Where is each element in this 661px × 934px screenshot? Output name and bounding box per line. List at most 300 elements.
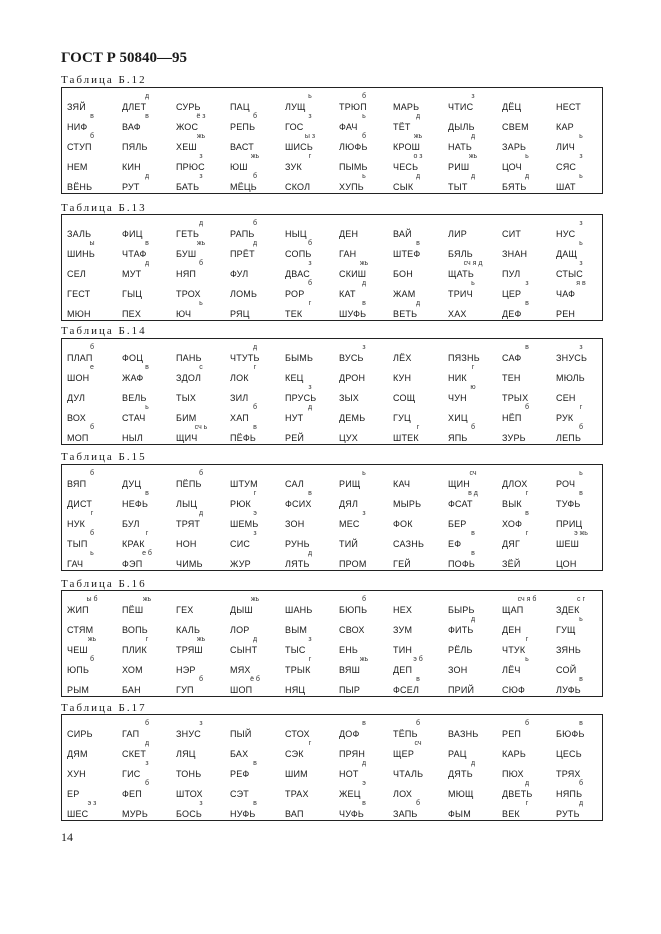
word-text: ЗЯНЬ — [556, 645, 582, 655]
phonetic-mark: д — [415, 173, 421, 180]
word-cell — [230, 424, 290, 444]
phonetic-mark: в — [525, 300, 529, 307]
word-cell — [556, 344, 616, 364]
word-text: ВЯШ — [339, 665, 361, 675]
word-cell — [502, 240, 562, 260]
word-cell — [502, 404, 562, 424]
word-cell — [285, 260, 345, 280]
phonetic-mark: д — [144, 173, 150, 180]
word-cell — [448, 530, 508, 550]
word-cell — [122, 133, 182, 153]
word-text: НАТЬ — [448, 142, 473, 152]
phonetic-mark: ё б — [250, 676, 260, 683]
word-cell — [67, 490, 127, 510]
word-cell — [448, 240, 508, 260]
word-cell — [556, 530, 616, 550]
word-cell — [502, 800, 562, 820]
phonetic-mark: з — [362, 344, 366, 351]
word-text: МЫРЬ — [393, 499, 422, 509]
phonetic-mark: б — [361, 133, 366, 140]
word-text: ШТУМ — [230, 479, 258, 489]
word-text: НУК — [67, 519, 86, 529]
word-text: ПРУСЬ — [285, 393, 317, 403]
word-text: ДВАС — [285, 269, 310, 279]
phonetic-mark: б — [89, 424, 94, 431]
word-text: РАПЬ — [230, 229, 255, 239]
word-cell — [176, 550, 236, 570]
phonetic-mark: сч — [414, 740, 422, 747]
phonetic-mark: ь — [579, 616, 583, 623]
word-text: ЛЮФЬ — [339, 142, 368, 152]
word-cell — [393, 616, 453, 636]
phonetic-mark: з — [579, 153, 583, 160]
word-text: ТОНЬ — [176, 769, 202, 779]
word-text: МОП — [67, 433, 89, 443]
word-cell — [176, 780, 236, 800]
word-cell — [339, 510, 399, 530]
word-text: КАРЬ — [502, 749, 526, 759]
table-row — [62, 280, 602, 300]
word-cell — [502, 510, 562, 530]
word-cell — [176, 596, 236, 616]
word-text: СТОХ — [285, 729, 310, 739]
word-text: ТЫП — [67, 539, 88, 549]
phonetic-mark: э — [253, 510, 257, 517]
word-cell — [448, 780, 508, 800]
phonetic-mark: з — [199, 173, 203, 180]
word-text: КАЛЬ — [176, 625, 201, 635]
word-text: ДЫШ — [230, 605, 253, 615]
word-text: ХОФ — [502, 519, 523, 529]
word-cell — [339, 344, 399, 364]
word-text: СКЕТ — [122, 749, 147, 759]
word-cell — [67, 260, 127, 280]
word-text: ЛОМЬ — [230, 289, 258, 299]
word-text: ХУН — [67, 769, 86, 779]
word-cell — [502, 656, 562, 676]
table-row — [62, 424, 602, 444]
table-row — [62, 173, 602, 193]
table-row — [62, 676, 602, 696]
word-text: МАРЬ — [393, 102, 420, 112]
word-text: НУФЬ — [230, 809, 256, 819]
word-cell — [393, 800, 453, 820]
word-cell — [176, 800, 236, 820]
word-cell — [285, 240, 345, 260]
word-cell — [393, 780, 453, 800]
phonetic-mark: з — [145, 760, 149, 767]
word-cell — [448, 720, 508, 740]
word-text: ПЫМЬ — [339, 162, 368, 172]
word-text: ВЁНЬ — [67, 182, 93, 192]
table-row — [62, 404, 602, 424]
word-text: НУС — [556, 229, 576, 239]
word-cell — [502, 280, 562, 300]
word-cell — [67, 720, 127, 740]
word-table — [61, 590, 603, 697]
word-cell — [285, 676, 345, 696]
phonetic-mark: сч — [469, 470, 477, 477]
word-text: ТРЫХ — [502, 393, 529, 403]
word-cell — [67, 616, 127, 636]
word-cell — [393, 470, 453, 490]
table-caption: Таблица Б.15 — [61, 451, 147, 463]
phonetic-mark: д — [415, 113, 421, 120]
word-cell — [176, 490, 236, 510]
word-text: ЦУХ — [339, 433, 358, 443]
phonetic-mark: жь — [359, 260, 369, 267]
word-cell — [122, 676, 182, 696]
word-text: ЖАФ — [122, 373, 144, 383]
phonetic-mark: в — [253, 760, 257, 767]
phonetic-mark: ь — [579, 240, 583, 247]
word-cell — [339, 800, 399, 820]
word-text: ЛОХ — [393, 789, 413, 799]
word-text: БЮПЬ — [339, 605, 368, 615]
word-cell — [67, 780, 127, 800]
word-cell — [502, 344, 562, 364]
word-cell — [67, 530, 127, 550]
word-text: ЛЯТЬ — [285, 559, 310, 569]
word-text: ЛИР — [448, 229, 467, 239]
word-cell — [556, 240, 616, 260]
word-cell — [393, 490, 453, 510]
phonetic-mark: б — [307, 280, 312, 287]
word-text: ХУПЬ — [339, 182, 364, 192]
word-text: ГЕСТ — [67, 289, 91, 299]
word-text: ФИЦ — [122, 229, 143, 239]
word-text: НЕФЬ — [122, 499, 149, 509]
word-cell — [67, 300, 127, 320]
phonetic-mark: г — [308, 740, 312, 747]
word-text: ДЕФ — [502, 309, 522, 319]
word-cell — [339, 260, 399, 280]
phonetic-mark: ь — [471, 280, 475, 287]
phonetic-mark: б — [89, 344, 94, 351]
word-text: ВОПЬ — [122, 625, 148, 635]
word-text: ФИТЬ — [448, 625, 474, 635]
word-text: ДЕМЬ — [339, 413, 366, 423]
word-text: СТАЧ — [122, 413, 146, 423]
word-cell — [556, 676, 616, 696]
phonetic-mark: б — [252, 404, 257, 411]
word-text: БУЛ — [122, 519, 140, 529]
phonetic-mark: э — [362, 780, 366, 787]
phonetic-mark: ь — [145, 404, 149, 411]
word-cell — [339, 470, 399, 490]
phonetic-mark: в — [579, 490, 583, 497]
phonetic-mark: д — [144, 93, 150, 100]
word-cell — [67, 676, 127, 696]
word-text: ЧТУК — [502, 645, 526, 655]
phonetic-mark: в — [90, 113, 94, 120]
word-text: ЛОК — [230, 373, 249, 383]
phonetic-mark: д — [524, 173, 530, 180]
word-cell — [393, 720, 453, 740]
word-text: ВАЙ — [393, 229, 412, 239]
phonetic-mark: г — [145, 530, 149, 537]
word-cell — [393, 760, 453, 780]
phonetic-mark: е — [90, 364, 94, 371]
phonetic-mark: б — [252, 173, 257, 180]
word-text: ЩЕР — [393, 749, 415, 759]
word-cell — [393, 280, 453, 300]
word-cell — [502, 173, 562, 193]
word-text: ГЫЦ — [122, 289, 143, 299]
word-text: ЗДОЛ — [176, 373, 202, 383]
word-text: ЩИЧ — [176, 433, 198, 443]
word-text: ПРЁТ — [230, 249, 255, 259]
word-text: ЩАТЬ — [448, 269, 474, 279]
phonetic-mark: з — [308, 636, 312, 643]
word-cell — [502, 530, 562, 550]
word-text: ТРЯХ — [556, 769, 581, 779]
word-text: ШИНЬ — [67, 249, 95, 259]
word-cell — [230, 133, 290, 153]
table-row — [62, 656, 602, 676]
word-text: БЫРЬ — [448, 605, 475, 615]
word-cell — [339, 133, 399, 153]
word-text: БОН — [393, 269, 413, 279]
word-cell — [285, 113, 345, 133]
phonetic-mark: з — [199, 720, 203, 727]
word-cell — [339, 404, 399, 424]
word-cell — [230, 240, 290, 260]
word-text: РИШ — [448, 162, 470, 172]
word-text: ФАЧ — [339, 122, 358, 132]
word-text: ДРОН — [339, 373, 366, 383]
phonetic-mark: б — [252, 220, 257, 227]
word-cell — [502, 636, 562, 656]
word-text: ЗАПЬ — [393, 809, 418, 819]
word-cell — [230, 720, 290, 740]
word-text: БЕР — [448, 519, 467, 529]
word-text: ПЮХ — [502, 769, 524, 779]
word-table — [61, 87, 603, 194]
word-cell — [122, 740, 182, 760]
word-cell — [122, 760, 182, 780]
word-cell — [556, 760, 616, 780]
word-cell — [230, 550, 290, 570]
word-text: НЯПЬ — [556, 789, 583, 799]
phonetic-mark: б — [144, 720, 149, 727]
phonetic-mark: г — [90, 510, 94, 517]
word-text: СЭК — [285, 749, 304, 759]
word-cell — [393, 636, 453, 656]
word-cell — [502, 133, 562, 153]
table-row — [62, 530, 602, 550]
word-text: НЁП — [502, 413, 522, 423]
word-text: ПЛАП — [67, 353, 93, 363]
phonetic-mark: сч я д — [463, 260, 483, 267]
phonetic-mark: э жь — [574, 530, 588, 537]
phonetic-mark: жь — [196, 240, 206, 247]
phonetic-mark: б — [524, 720, 529, 727]
word-cell — [230, 220, 290, 240]
word-text: ДЕН — [339, 229, 359, 239]
word-table — [61, 214, 603, 321]
word-cell — [556, 800, 616, 820]
word-text: РЕН — [556, 309, 576, 319]
word-text: НЫЦ — [285, 229, 307, 239]
word-cell — [230, 300, 290, 320]
word-text: РУТ — [122, 182, 140, 192]
word-text: РОР — [285, 289, 305, 299]
word-cell — [448, 596, 508, 616]
word-cell — [176, 510, 236, 530]
phonetic-mark: д — [252, 240, 258, 247]
word-cell — [339, 760, 399, 780]
word-cell — [393, 550, 453, 570]
word-text: ЦОН — [556, 559, 577, 569]
word-cell — [67, 113, 127, 133]
word-cell — [176, 470, 236, 490]
word-text: ЖЕЦ — [339, 789, 361, 799]
word-text: ТРЯТ — [176, 519, 201, 529]
word-cell — [556, 490, 616, 510]
word-cell — [230, 344, 290, 364]
word-text: ШТОХ — [176, 789, 203, 799]
word-text: БИМ — [176, 413, 197, 423]
phonetic-mark: ь — [362, 470, 366, 477]
word-text: ТЫХ — [176, 393, 197, 403]
word-cell — [393, 220, 453, 240]
word-text: ЧТИС — [448, 102, 474, 112]
word-cell — [448, 636, 508, 656]
word-cell — [122, 364, 182, 384]
word-cell — [285, 280, 345, 300]
phonetic-mark: ы — [89, 240, 95, 247]
phonetic-mark: б — [198, 470, 203, 477]
word-text: ВЫК — [502, 499, 522, 509]
phonetic-mark: б — [578, 424, 583, 431]
phonetic-mark: ю — [470, 384, 476, 391]
word-cell — [556, 133, 616, 153]
table-row — [62, 596, 602, 616]
word-cell — [67, 364, 127, 384]
word-text: ЧАФ — [556, 289, 576, 299]
phonetic-mark: з — [199, 800, 203, 807]
word-text: РАЦ — [448, 749, 467, 759]
word-cell — [122, 280, 182, 300]
phonetic-mark: д — [578, 800, 584, 807]
word-text: ГУЦ — [393, 413, 411, 423]
word-text: ЗАЛЬ — [67, 229, 92, 239]
word-text: РЯЦ — [230, 309, 250, 319]
word-text: ЗНУС — [176, 729, 201, 739]
word-text: ЮЧ — [176, 309, 192, 319]
word-text: СИРЬ — [67, 729, 93, 739]
word-cell — [339, 490, 399, 510]
word-text: ЕНЬ — [339, 645, 359, 655]
word-cell — [122, 240, 182, 260]
word-cell — [393, 344, 453, 364]
phonetic-mark: в д — [468, 490, 478, 497]
word-text: МЮЩ — [448, 789, 474, 799]
word-cell — [122, 510, 182, 530]
table-row — [62, 113, 602, 133]
phonetic-mark: в — [579, 676, 583, 683]
word-cell — [176, 173, 236, 193]
word-text: ФСЕЛ — [393, 685, 420, 695]
word-cell — [556, 720, 616, 740]
word-text: ЦОЧ — [502, 162, 522, 172]
word-text: ХОМ — [122, 665, 143, 675]
word-text: РУТЬ — [556, 809, 580, 819]
word-text: ВЫМ — [285, 625, 308, 635]
word-cell — [556, 173, 616, 193]
word-text: ПОФЬ — [448, 559, 476, 569]
word-text: ЧУН — [448, 393, 467, 403]
word-text: НЯЦ — [285, 685, 306, 695]
word-cell — [502, 550, 562, 570]
phonetic-mark: б — [470, 424, 475, 431]
table-caption: Таблица Б.16 — [61, 578, 147, 590]
word-cell — [122, 153, 182, 173]
phonetic-mark: с — [199, 364, 203, 371]
word-text: ДЫЛЬ — [448, 122, 475, 132]
word-cell — [556, 636, 616, 656]
word-text: ШТЕК — [393, 433, 419, 443]
word-cell — [448, 616, 508, 636]
word-cell — [448, 133, 508, 153]
phonetic-mark: ь — [525, 153, 529, 160]
phonetic-mark: о з — [413, 153, 423, 160]
phonetic-mark: ы з — [304, 133, 316, 140]
word-text: МЮЛЬ — [556, 373, 585, 383]
word-cell — [122, 300, 182, 320]
word-text: ПЫР — [339, 685, 361, 695]
word-text: ЮПЬ — [67, 665, 90, 675]
word-cell — [285, 173, 345, 193]
word-text: ШОП — [230, 685, 253, 695]
table-row — [62, 153, 602, 173]
phonetic-mark: д — [252, 344, 258, 351]
word-cell — [393, 656, 453, 676]
word-text: ЖУР — [230, 559, 251, 569]
phonetic-mark: в — [253, 424, 257, 431]
word-cell — [339, 384, 399, 404]
word-text: ГУП — [176, 685, 194, 695]
word-text: ЧЕШ — [67, 645, 88, 655]
word-cell — [230, 93, 290, 113]
word-text: ГАЧ — [67, 559, 84, 569]
phonetic-mark: жь — [413, 133, 423, 140]
phonetic-mark: ь — [90, 550, 94, 557]
word-text: ЩИН — [448, 479, 471, 489]
word-cell — [285, 364, 345, 384]
word-text: ПРЯН — [339, 749, 366, 759]
word-cell — [502, 596, 562, 616]
word-text: БАН — [122, 685, 141, 695]
word-cell — [502, 780, 562, 800]
word-cell — [285, 800, 345, 820]
table-row — [62, 490, 602, 510]
word-cell — [448, 384, 508, 404]
word-text: ДИСТ — [67, 499, 93, 509]
word-text: ЛУФЬ — [556, 685, 581, 695]
phonetic-mark: жь — [196, 636, 206, 643]
word-text: НИФ — [67, 122, 88, 132]
word-text: ШАНЬ — [285, 605, 313, 615]
word-text: ПРОМ — [339, 559, 367, 569]
word-text: СТУП — [67, 142, 92, 152]
word-cell — [393, 740, 453, 760]
phonetic-mark: э б — [413, 656, 423, 663]
word-text: СТЯМ — [67, 625, 94, 635]
word-cell — [448, 113, 508, 133]
word-text: ВЕЛЬ — [122, 393, 147, 403]
